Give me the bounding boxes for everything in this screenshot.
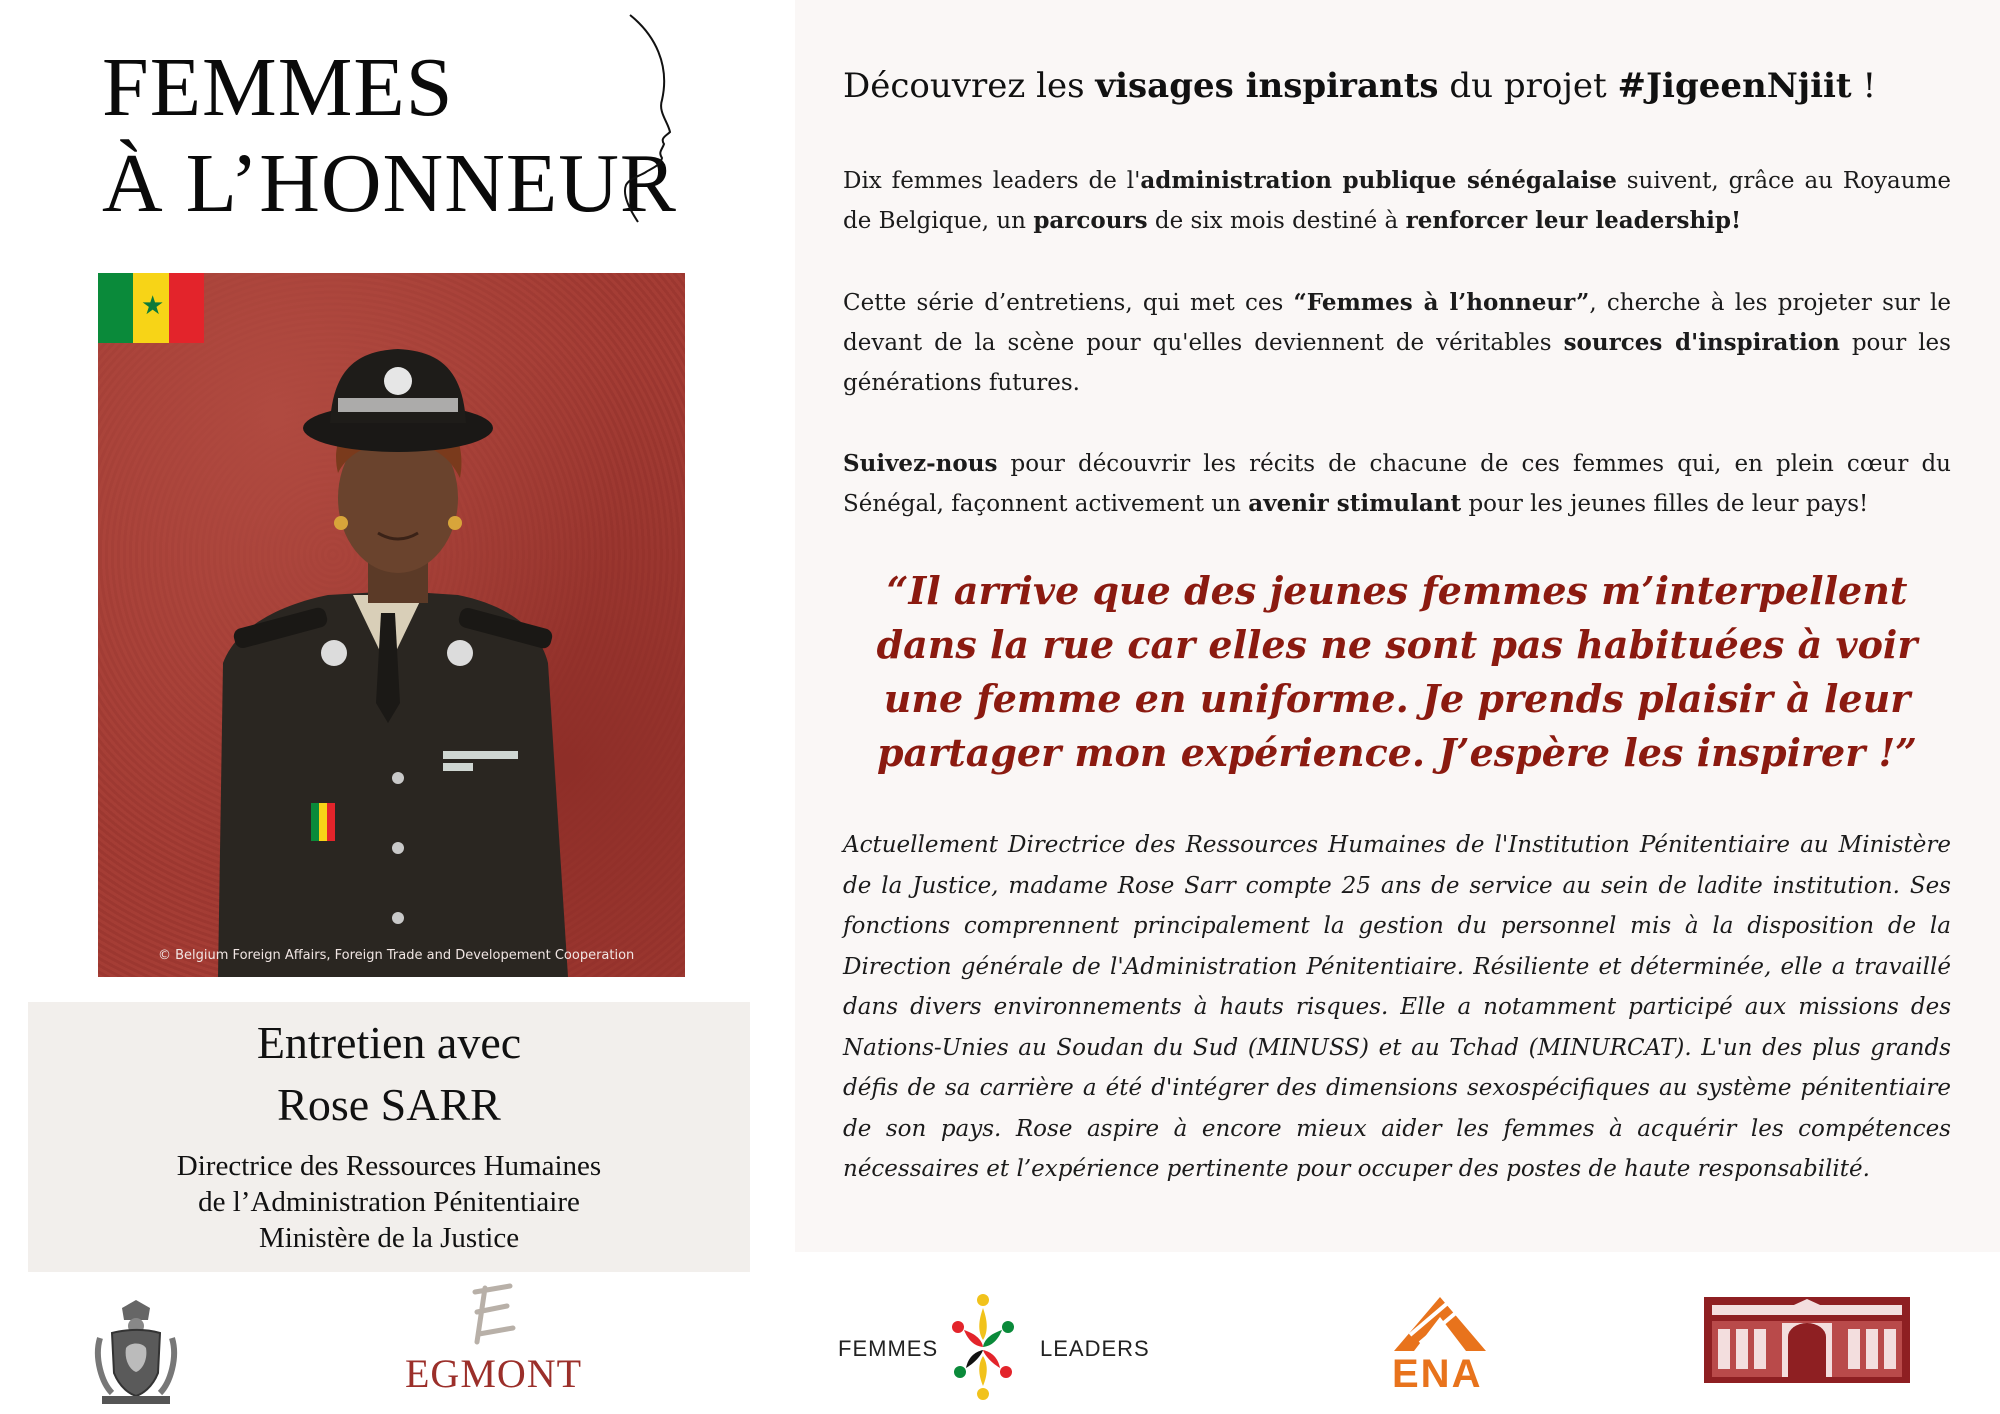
p2-bold-1: “Femmes à l’honneur” [1293,289,1590,316]
headline-text-3: ! [1851,66,1877,106]
headline-text-2: du projet [1438,66,1618,106]
p1-text-2: suivent, grâce au Royaume de Belgique, un [843,168,1951,234]
interview-title [28,1012,750,1136]
egmont-logo-text: EGMONT [405,1351,583,1396]
p2-text-3: pour les générations futures. [843,330,1951,396]
p3-bold-1: Suivez-nous [843,450,998,477]
portrait-photo [98,273,685,977]
p1-bold-1: administration publique sénégalaise [1140,167,1617,194]
ena-triangle-icon [1392,1295,1488,1353]
headline [843,66,1876,106]
p3-bold-2: avenir stimulant [1248,490,1462,517]
title-line-2: À L’HONNEUR [102,137,677,230]
building-facade-icon [1702,1293,1912,1385]
role-line-1: Directrice des Ressources Humaines [176,1150,602,1182]
p1-text-3: de six mois destiné à [1147,208,1406,234]
intro-paragraph [843,161,1951,241]
follow-paragraph [843,444,1951,524]
p1-bold-3: renforcer leur leadership [1405,207,1731,234]
p2-bold-2: sources d'inspiration [1563,329,1840,356]
headline-text-1: Découvrez les [843,66,1096,106]
femmes-leaders-emblem-icon [948,1292,1018,1402]
p2-text-1: Cette série d’entretiens, qui met ces [843,290,1294,316]
hashtag: #JigeenNjiit [1617,66,1852,106]
portrait-figure [98,273,685,977]
interviewee-name: Rose SARR [277,1079,501,1130]
role-line-2: de l’Administration Pénitentiaire [198,1186,580,1218]
belgian-coat-of-arms-icon [92,1298,180,1408]
p1-text-4: ! [1731,207,1742,234]
egmont-e-icon [455,1282,525,1352]
interviewee-role [28,1148,750,1256]
interview-line-1: Entretien avec [256,1017,522,1068]
photo-credit: © Belgium Foreign Affairs, Foreign Trade and Developement Cooperation [158,948,635,963]
page-title [102,40,677,232]
p1-bold-2: parcours [1033,207,1148,234]
biography: Actuellement Directrice des Ressources Humaines de l'Institution Pénitentiaire au Ministère de la Justice, madame Rose Sarr compte 25 ans de service au sein de ladite institution. Ses fonctions comprennent principalement la gestion du personnel mis à la disposition de la Direction générale de l'Administration Pénitentiaire. Résiliente et déterminée, elle a travaillé dans divers environnements à hauts risques. Elle a notamment participé aux missions des Nations-Unies au Soudan du Sud (MINUSS) et au Tchad (MINURCAT). L'un des plus grands défis de sa carrière a été d'intégrer des dimensions sexospécifiques au système pénitentiaire de son pays. Rose aspire à encore mieux aider les femmes à acquérir les compétences nécessaires et l’expérience pertinente pour occuper des postes de haute responsabilité. [843,832,1951,1182]
flag-star-icon: ★ [141,291,165,321]
role-line-3: Ministère de la Justice [258,1222,520,1254]
face-profile-line-icon [600,10,690,240]
senegal-flag-icon [98,273,204,343]
pull-quote: “Il arrive que des jeunes femmes m’interpellent dans la rue car elles ne sont pas habituées à voir une femme en uniforme. Je prends plaisir à leur partager mon expérience. J’espère les inspirer !” [876,568,1918,775]
headline-bold-1: visages inspirants [1095,66,1439,106]
ena-logo-text: ENA [1392,1352,1483,1396]
title-line-1: FEMMES [102,41,454,134]
p3-text-1: pour découvrir les récits de chacune de ces femmes qui, en plein cœur du Sénégal, façonnent activement un [843,451,1951,517]
p2-text-2: , cherche à les projeter sur le devant de la scène pour qu'elles deviennent de véritables [843,290,1951,356]
femmes-leaders-text-right: LEADERS [1040,1336,1150,1361]
p3-text-2: pour les jeunes filles de leur pays! [1461,491,1869,517]
femmes-leaders-text-left: FEMMES [838,1336,939,1361]
p1-text-1: Dix femmes leaders de l' [843,168,1141,194]
series-paragraph [843,283,1951,403]
interview-box [28,1002,750,1272]
